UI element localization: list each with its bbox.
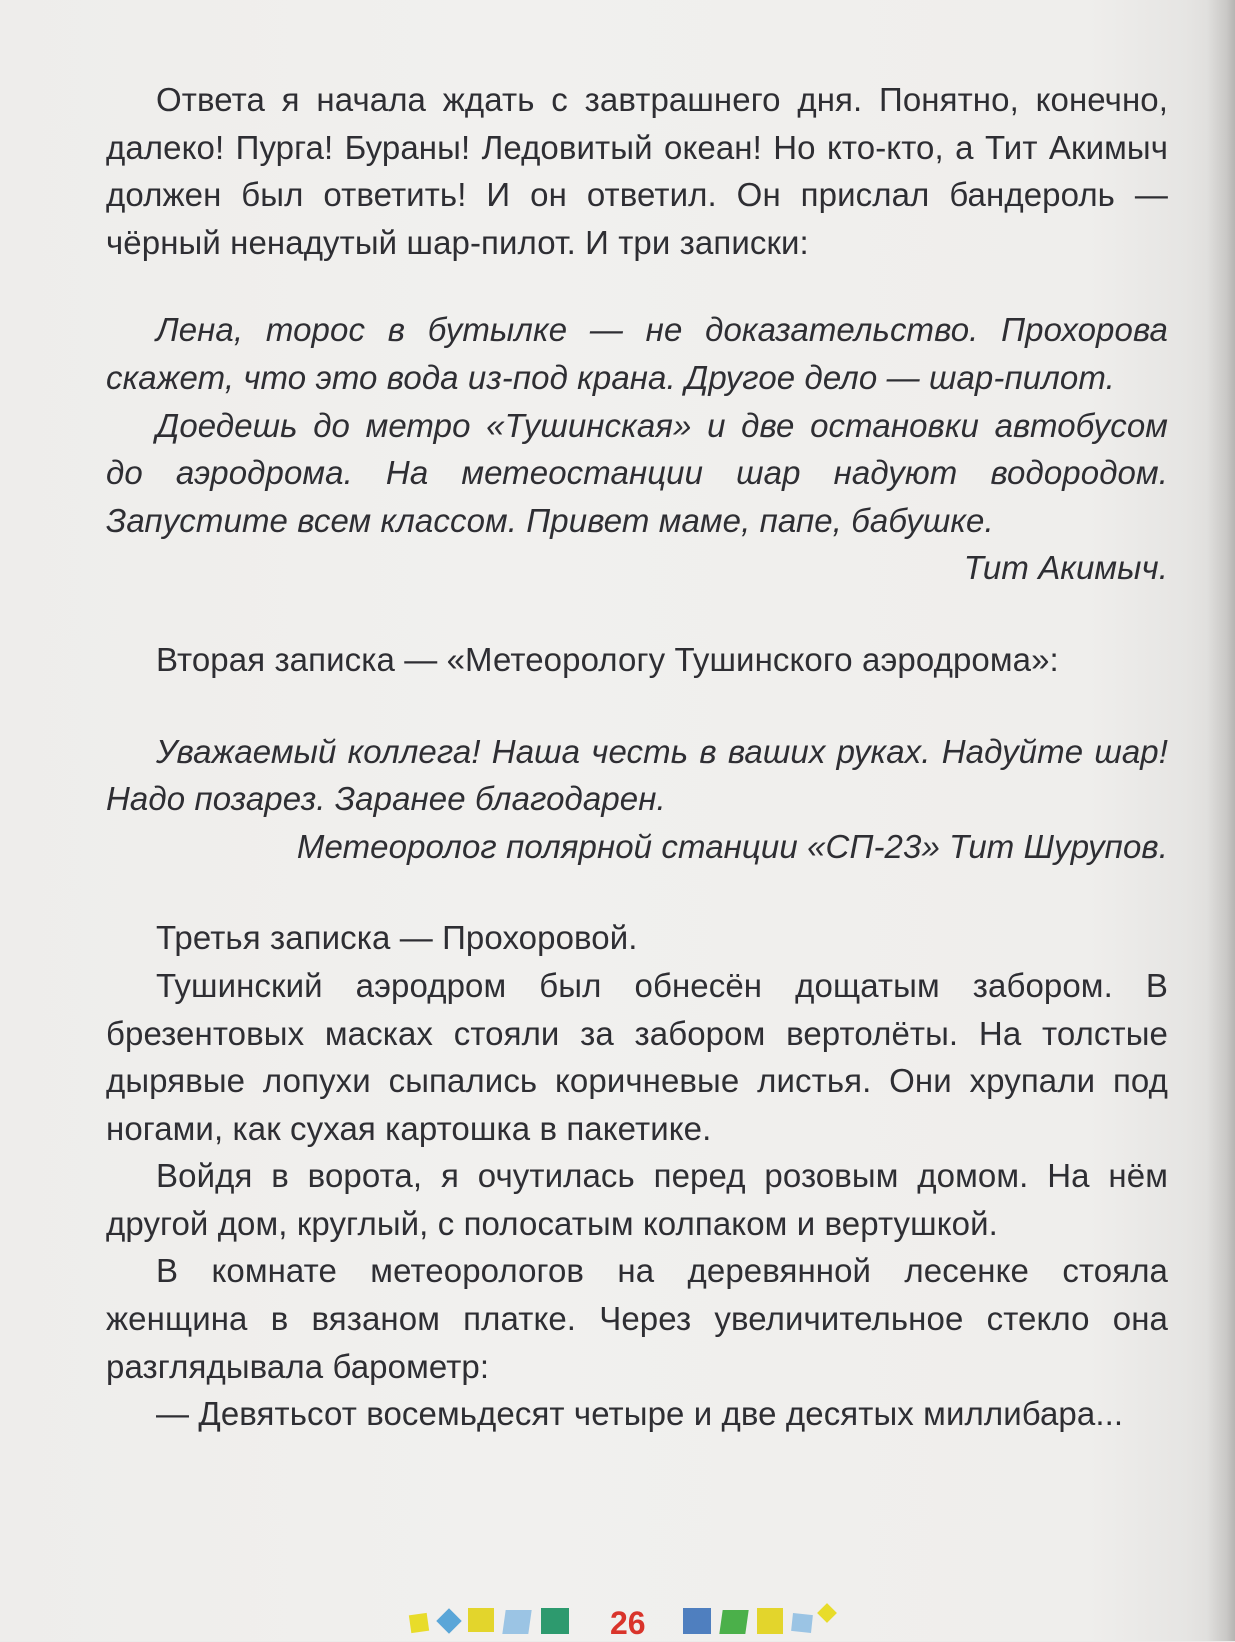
page-number: 26 [610,1605,646,1641]
page-text [106,76,1168,1438]
decorative-yellow-square-icon [409,1613,429,1633]
decorative-light-blue-square-icon [791,1613,813,1633]
decorative-green-square-icon [719,1610,748,1634]
decorative-navy-square-icon [683,1608,711,1634]
paragraph-6: В комнате метеорологов на деревянной лесенке стояла женщина в вязаном платке. Через увеличительное стекло она разглядывала барометр: [106,1252,1168,1385]
decorative-blue-diamond-icon [436,1608,461,1633]
note-1-paragraph-1: Лена, торос в бутылке — не доказательство. Прохорова скажет, что это вода из-под крана. Другое дело — шар-пилот. [106,311,1168,396]
decorative-yellow-square-icon [757,1608,783,1634]
decorative-yellow-square-icon [468,1608,494,1632]
decorative-light-blue-square-icon [502,1610,531,1634]
paragraph-4: Тушинский аэродром был обнесён дощатым забором. В брезентовых масках стояли за забором вертолёты. На толстые дырявые лопухи сыпались коричневые листья. Они хрупали под ногами, как сухая картошка в пакетике. [106,966,1168,1147]
paragraph-1: Ответа я начала ждать с завтрашнего дня. Понятно, конечно, далеко! Пурга! Бураны! Ледовитый океан! Но кто-кто, а Тит Акимыч должен был ответить! И он ответил. Он прислал бандероль — чёрный ненадутый шар-пилот. И три записки: [106,81,1168,261]
paragraph-2: Вторая записка — «Метеорологу Тушинского аэродрома»: [156,640,1059,678]
note-2-signature: Метеоролог полярной станции «СП-23» Тит Шурупов. [296,827,1168,865]
spacer [106,684,1168,728]
note-1-paragraph-2: Доедешь до метро «Тушинская» и две остановки автобусом до аэродрома. На метеостанции шар надуют водородом. Запустите всем классом. Привет маме, папе, бабушке. [106,406,1168,539]
spacer [106,592,1168,636]
spacer [106,266,1168,306]
spacer [106,870,1168,914]
note-1-signature: Тит Акимыч. [963,549,1168,587]
paragraph-5: Войдя в ворота, я очутилась перед розовым домом. На нём другой дом, круглый, с полосатым колпаком и вертушкой. [106,1157,1168,1242]
page-edge-shadow [1207,0,1235,1641]
decorative-yellow-diamond-icon [817,1603,837,1623]
paragraph-7: — Девятьсот восемьдесят четыре и две десятых миллибара... [156,1395,1124,1433]
page-footer [0,1602,1235,1642]
note-2-paragraph-1: Уважаемый коллега! Наша честь в ваших руках. Надуйте шар! Надо позарез. Заранее благодарен. [106,732,1168,818]
decorative-green-square-icon [541,1608,569,1634]
paragraph-3: Третья записка — Прохоровой. [156,919,638,957]
